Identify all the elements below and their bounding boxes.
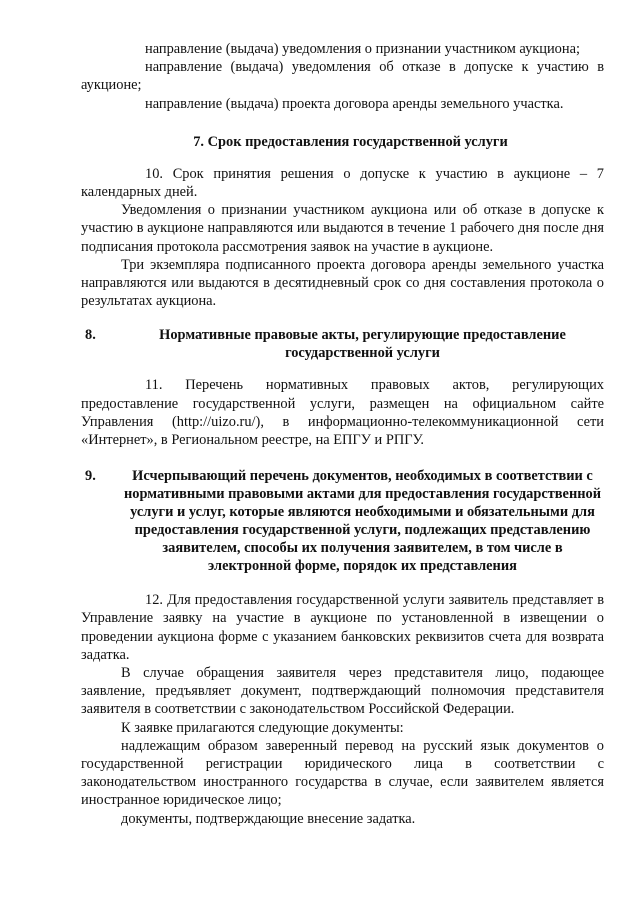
section-9-heading — [81, 467, 604, 575]
paragraph-10: 10. Срок принятия решения о допуске к участию в аукционе – 7 календарных дней. — [81, 165, 604, 201]
section-9-title: Исчерпывающий перечень документов, необходимых в соответствии с нормативными правовыми актами для предоставления государственной услуги и услуг, которые являются необходимыми и обязательными для предоставления государственной услуги, подлежащих представлению заявителем, способы их получения заявителем, в том числе в электронной форме, порядок их представления — [123, 468, 602, 575]
paragraph-12-translation: надлежащим образом заверенный перевод на русский язык документов о государственной регистрации юридического лица в соответствии с законодательством иностранного государства в случае, если заявителем является иностранное юридическое лицо; — [81, 737, 604, 809]
section-9-number: 9. — [85, 468, 96, 485]
paragraph-11: 11. Перечень нормативных правовых актов, регулирующих предоставление государственной услуги, размещен на официальном сайте Управления (http://uizo.ru/), в информационно-телекоммуникационной сети «Интернет», в Региональном реестре, на ЕПГУ и РПГУ. — [81, 377, 604, 449]
paragraph-notice-refusal: направление (выдача) уведомления об отказе в допуске к участию в аукционе; — [81, 59, 604, 94]
paragraph-10-contract-copies: Три экземпляра подписанного проекта договора аренды земельного участка направляются или выдаются в десятидневный срок со дня составления протокола о результатах аукциона. — [81, 256, 604, 310]
paragraph-notice-admission: направление (выдача) уведомления о признании участником аукциона; — [145, 41, 580, 57]
paragraph-12-attachments-intro: К заявке прилагаются следующие документы: — [121, 719, 404, 736]
section-8-number: 8. — [85, 327, 96, 344]
section-8-heading — [81, 326, 604, 362]
paragraph-10-notifications: Уведомления о признании участником аукциона или об отказе в допуске к участию в аукционе направляются или выдаются в течение 1 рабочего дня после дня подписания протокола рассмотрения заявок на участие в аукционе. — [81, 202, 604, 255]
section-8-title: Нормативные правовые акты, регулирующие предоставление государственной услуги — [159, 327, 566, 362]
paragraph-contract-draft: направление (выдача) проекта договора аренды земельного участка. — [145, 95, 564, 112]
section-7-heading: 7. Срок предоставления государственной услуги — [193, 133, 508, 150]
paragraph-12: 12. Для предоставления государственной услуги заявитель представляет в Управление заявку на участие в аукционе по установленной в извещении о проведении аукциона форме с указанием банковских реквизитов счета для возврата задатка. — [81, 592, 604, 663]
paragraph-12-deposit: документы, подтверждающие внесение задатка. — [121, 810, 416, 827]
paragraph-12-representative: В случае обращения заявителя через представителя лицо, подающее заявление, предъявляет документ, подтверждающий полномочия представителя заявителя в соответствии с законодательством Российской Федерации. — [81, 665, 604, 718]
